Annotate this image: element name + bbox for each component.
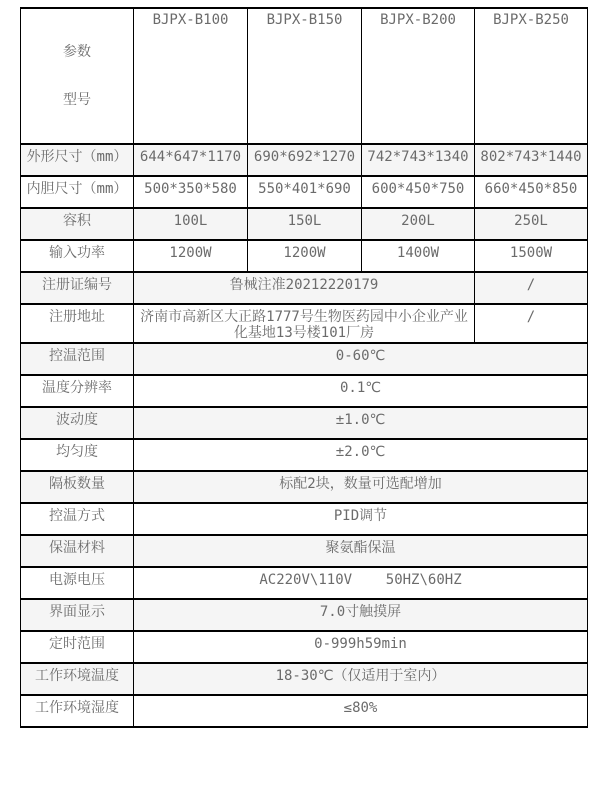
- table-header-row: [21, 8, 588, 144]
- spec-cell: 690*692*1270: [248, 144, 362, 176]
- row-label: 工作环境湿度: [21, 695, 134, 727]
- table-row: [21, 407, 588, 439]
- spec-cell: 1400W: [362, 240, 475, 272]
- corner-cell: [21, 8, 134, 144]
- row-label: 波动度: [21, 407, 134, 439]
- model-header: BJPX-B250: [475, 8, 588, 144]
- table-row: [21, 144, 588, 176]
- spec-cell: 200L: [362, 208, 475, 240]
- full-value-cell: ±2.0℃: [134, 439, 588, 471]
- row-label: 控温范围: [21, 343, 134, 375]
- slash-cell: /: [475, 272, 588, 304]
- full-value-cell: 7.0寸触摸屏: [134, 599, 588, 631]
- spec-cell: 500*350*580: [134, 176, 248, 208]
- row-label: 保温材料: [21, 535, 134, 567]
- corner-line-model: 型号: [63, 92, 91, 108]
- spec-cell: 1200W: [248, 240, 362, 272]
- table-row: [21, 272, 588, 304]
- row-label: 外形尺寸（mm）: [21, 144, 134, 176]
- row-label: 定时范围: [21, 631, 134, 663]
- table-row: [21, 439, 588, 471]
- table-row: [21, 208, 588, 240]
- table-row: [21, 663, 588, 695]
- row-label: 注册证编号: [21, 272, 134, 304]
- row-label: 工作环境温度: [21, 663, 134, 695]
- spec-cell: 250L: [475, 208, 588, 240]
- table-row: [21, 176, 588, 208]
- table-row: [21, 375, 588, 407]
- full-value-cell: ≤80%: [134, 695, 588, 727]
- row-label: 输入功率: [21, 240, 134, 272]
- row-label: 均匀度: [21, 439, 134, 471]
- product-spec-table: [20, 7, 588, 728]
- spec-cell: 660*450*850: [475, 176, 588, 208]
- slash-cell: /: [475, 304, 588, 343]
- row-label: 隔板数量: [21, 471, 134, 503]
- row-label: 控温方式: [21, 503, 134, 535]
- table-row: [21, 471, 588, 503]
- table-row: [21, 240, 588, 272]
- spec-cell: 100L: [134, 208, 248, 240]
- table-row: [21, 631, 588, 663]
- row-label: 界面显示: [21, 599, 134, 631]
- table-row: [21, 695, 588, 727]
- model-header: BJPX-B100: [134, 8, 248, 144]
- row-label: 注册地址: [21, 304, 134, 343]
- row-label: 容积: [21, 208, 134, 240]
- merged-value-cell: 鲁械注准20212220179: [134, 272, 475, 304]
- row-label: 电源电压: [21, 567, 134, 599]
- full-value-cell: 18-30℃（仅适用于室内）: [134, 663, 588, 695]
- table-row: [21, 535, 588, 567]
- full-value-cell: 0.1℃: [134, 375, 588, 407]
- full-value-cell: 聚氨酯保温: [134, 535, 588, 567]
- spec-cell: 550*401*690: [248, 176, 362, 208]
- spec-cell: 742*743*1340: [362, 144, 475, 176]
- corner-line-parameter: 参数: [63, 44, 91, 60]
- spec-cell: 1200W: [134, 240, 248, 272]
- table-row: [21, 503, 588, 535]
- row-label: 温度分辨率: [21, 375, 134, 407]
- spec-cell: 150L: [248, 208, 362, 240]
- model-header: BJPX-B150: [248, 8, 362, 144]
- full-value-cell: 标配2块，数量可选配增加: [134, 471, 588, 503]
- row-label: 内胆尺寸（mm）: [21, 176, 134, 208]
- product-spec-table-container: [20, 7, 587, 728]
- spec-cell: 644*647*1170: [134, 144, 248, 176]
- table-row: [21, 567, 588, 599]
- full-value-cell: ±1.0℃: [134, 407, 588, 439]
- spec-cell: 1500W: [475, 240, 588, 272]
- table-row: [21, 304, 588, 343]
- full-value-cell: 0-999h59min: [134, 631, 588, 663]
- merged-value-cell: 济南市高新区大正路1777号生物医药园中小企业产业化基地13号楼101厂房: [134, 304, 475, 343]
- full-value-cell: AC220V\110V 50HZ\60HZ: [134, 567, 588, 599]
- model-header: BJPX-B200: [362, 8, 475, 144]
- full-value-cell: PID调节: [134, 503, 588, 535]
- spec-cell: 600*450*750: [362, 176, 475, 208]
- full-value-cell: 0-60℃: [134, 343, 588, 375]
- spec-cell: 802*743*1440: [475, 144, 588, 176]
- table-row: [21, 343, 588, 375]
- table-row: [21, 599, 588, 631]
